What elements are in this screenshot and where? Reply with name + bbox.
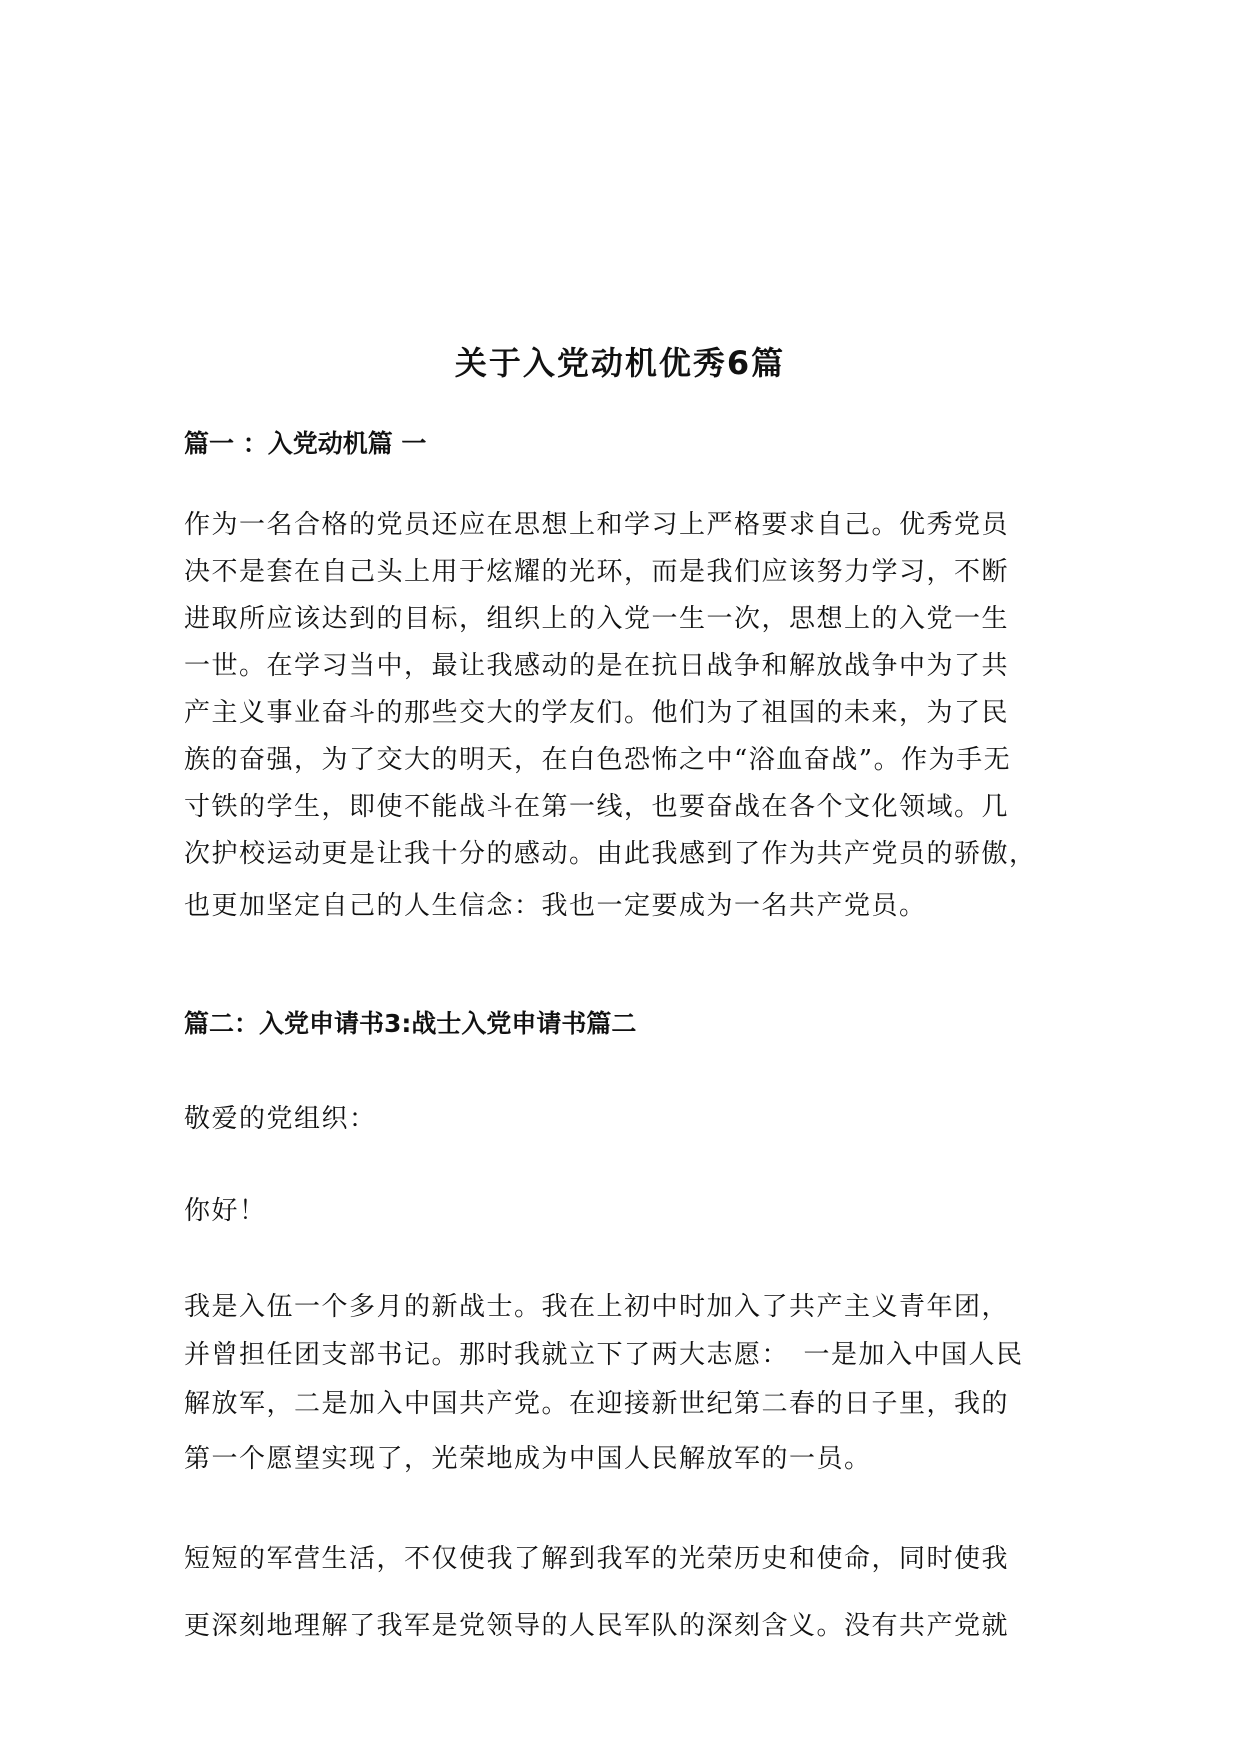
salutation: 敬爱的党组织：	[184, 1104, 377, 1134]
section-1-line: 作为一名合格的党员还应在思想上和学习上严格要求自己。优秀党员	[184, 510, 1010, 540]
document-title: 关于入党动机优秀6篇	[454, 344, 786, 382]
section-1-line: 族的奋强，为了交大的明天，在白色恐怖之中“浴血奋战”。作为手无	[184, 745, 1012, 775]
section-1-line: 也更加坚定自己的人生信念：我也一定要成为一名共产党员。	[184, 891, 927, 921]
section-1-line: 寸铁的学生，即使不能战斗在第一线，也要奋战在各个文化领域。几	[184, 792, 1010, 822]
section-1-heading: 篇一 ：入党动机篇 一	[184, 429, 427, 458]
section-2-line: 短短的军营生活，不仅使我了解到我军的光荣历史和使命，同时使我	[184, 1544, 1010, 1574]
section-1-line: 决不是套在自己头上用于炫耀的光环，而是我们应该努力学习，不断	[184, 557, 1010, 587]
greeting: 你好！	[184, 1196, 267, 1226]
section-2-line: 第一个愿望实现了，光荣地成为中国人民解放军的一员。	[184, 1444, 872, 1474]
section-2-line: 解放军，二是加入中国共产党。在迎接新世纪第二春的日子里，我的	[184, 1389, 1010, 1419]
section-2-heading: 篇二：入党申请书3:战士入党申请书篇二	[184, 1009, 637, 1038]
section-2-line: 更深刻地理解了我军是党领导的人民军队的深刻含义。没有共产党就	[184, 1611, 1010, 1641]
section-1-line: 产主义事业奋斗的那些交大的学友们。他们为了祖国的未来，为了民	[184, 698, 1010, 728]
section-1-line: 进取所应该达到的目标，组织上的入党一生一次，思想上的入党一生	[184, 604, 1010, 634]
section-1-line: 一世。在学习当中，最让我感动的是在抗日战争和解放战争中为了共	[184, 651, 1010, 681]
section-1-line: 次护校运动更是让我十分的感动。由此我感到了作为共产党员的骄傲，	[184, 839, 1037, 869]
section-2-line: 并曾担任团支部书记。那时我就立下了两大志愿： 一是加入中国人民	[184, 1340, 1024, 1370]
section-2-line: 我是入伍一个多月的新战士。我在上初中时加入了共产主义青年团，	[184, 1292, 1010, 1322]
